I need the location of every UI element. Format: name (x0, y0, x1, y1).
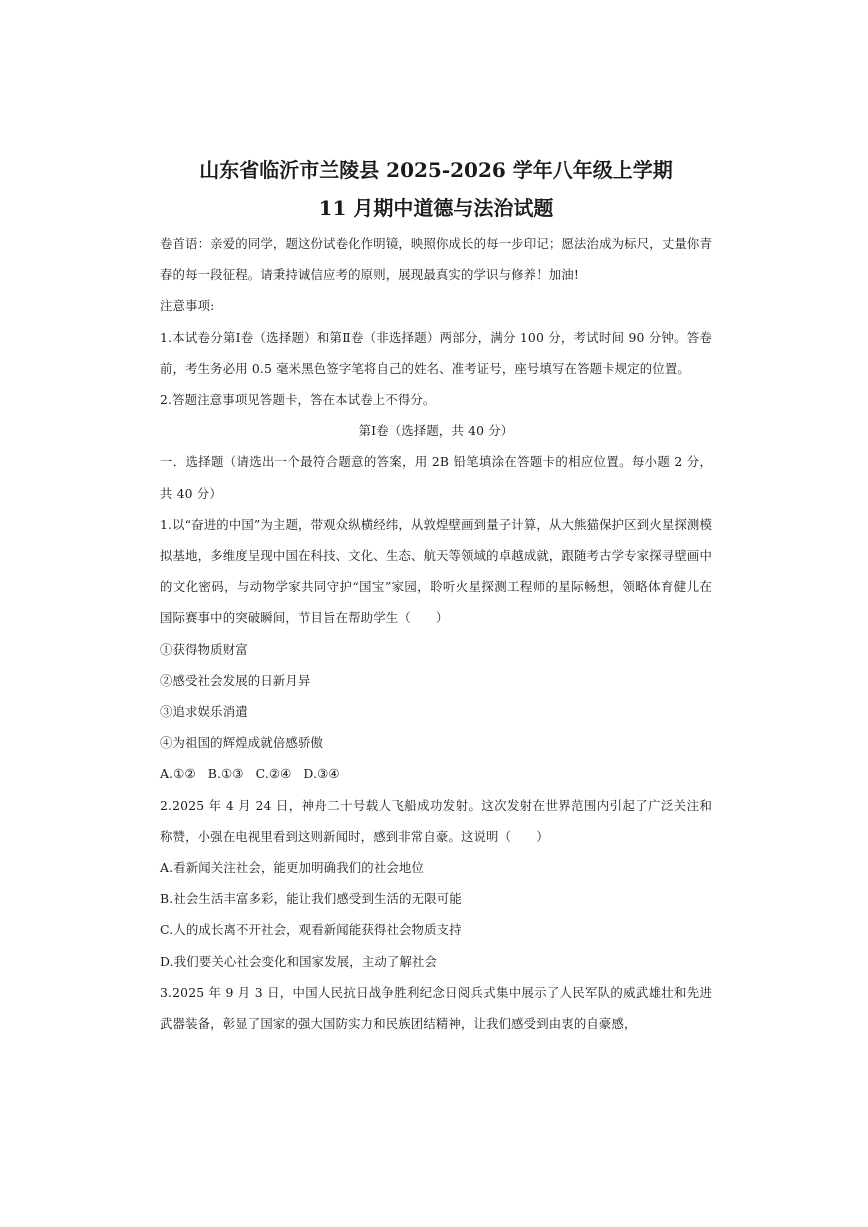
question-2-option-a: A.看新闻关注社会，能更加明确我们的社会地位 (160, 860, 424, 876)
question-1-options (160, 758, 712, 789)
exam-title-line2: 11 月期中道德与法治试题 (318, 196, 554, 220)
note-item-1: 1.本试卷分第Ⅰ卷（选择题）和第Ⅱ卷（非选择题）两部分，满分 100 分，考试时间 90 分钟。答卷前，考生务必用 0.5 毫米黑色签字笔将自己的姓名、准考证号，座号填写在答题卡规定的位置。 (160, 329, 712, 376)
question-2-option-b: B.社会生活丰富多彩，能让我们感受到生活的无限可能 (160, 891, 462, 907)
option-a: A.①② (160, 766, 196, 782)
question-1-statement: ④为祖国的辉煌成就倍感骄傲 (160, 735, 324, 751)
question-2-stem: 2.2025 年 4 月 24 日，神舟二十号载人飞船成功发射。这次发射在世界范围内引起了广泛关注和称赞，小强在电视里看到这则新闻时，感到非常自豪。这说明（ ） (160, 797, 712, 844)
exam-title-line1: 山东省临沂市兰陵县 2025-2026 学年八年级上学期 (199, 158, 673, 182)
note-item-2: 2.答题注意事项见答题卡，答在本试卷上不得分。 (160, 392, 436, 408)
option-c: C.②④ (255, 766, 292, 782)
question-1-stem: 1.以“奋进的中国”为主题，带观众纵横经纬，从敦煌壁画到量子计算，从大熊猫保护区到火星探测模拟基地，多维度呈现中国在科技、文化、生态、航天等领域的卓越成就，跟随考古学专家探寻壁画中的文化密码，与动物学家共同守护“国宝”家园，聆听火星探测工程师的星际畅想，领略体育健儿在国际赛事中的突破瞬间，节目旨在帮助学生（ ） (160, 516, 712, 626)
question-2-option-c: C.人的成长离不开社会，观看新闻能获得社会物质支持 (160, 922, 462, 938)
preface-text: 卷首语：亲爱的同学，题这份试卷化作明镜，映照你成长的每一步印记；愿法治成为标尺，丈量你青春的每一段征程。请秉持诚信应考的原则，展现最真实的学识与修养！加油! (160, 236, 712, 283)
question-1-statement: ①获得物质财富 (160, 641, 248, 657)
option-b: B.①③ (207, 766, 244, 782)
exam-page (160, 158, 712, 1039)
option-d: D.③④ (303, 766, 340, 782)
section-title: 第Ⅰ卷（选择题，共 40 分） (358, 423, 514, 439)
question-1-statement: ②感受社会发展的日新月异 (160, 672, 311, 688)
question-3-stem: 3.2025 年 9 月 3 日，中国人民抗日战争胜利纪念日阅兵式集中展示了人民军队的威武雄壮和先进武器装备，彰显了国家的强大国防实力和民族团结精神，让我们感受到由衷的自豪感， (160, 984, 712, 1032)
question-1-statement: ③追求娱乐消遣 (160, 704, 248, 720)
section-instruction: 一．选择题（请选出一个最符合题意的答案，用 2B 铅笔填涂在答题卡的相应位置。每小题 2 分，共 40 分） (160, 454, 712, 501)
question-2-option-d: D.我们要关心社会变化和国家发展，主动了解社会 (160, 953, 438, 969)
notes-heading: 注意事项: (160, 298, 215, 314)
